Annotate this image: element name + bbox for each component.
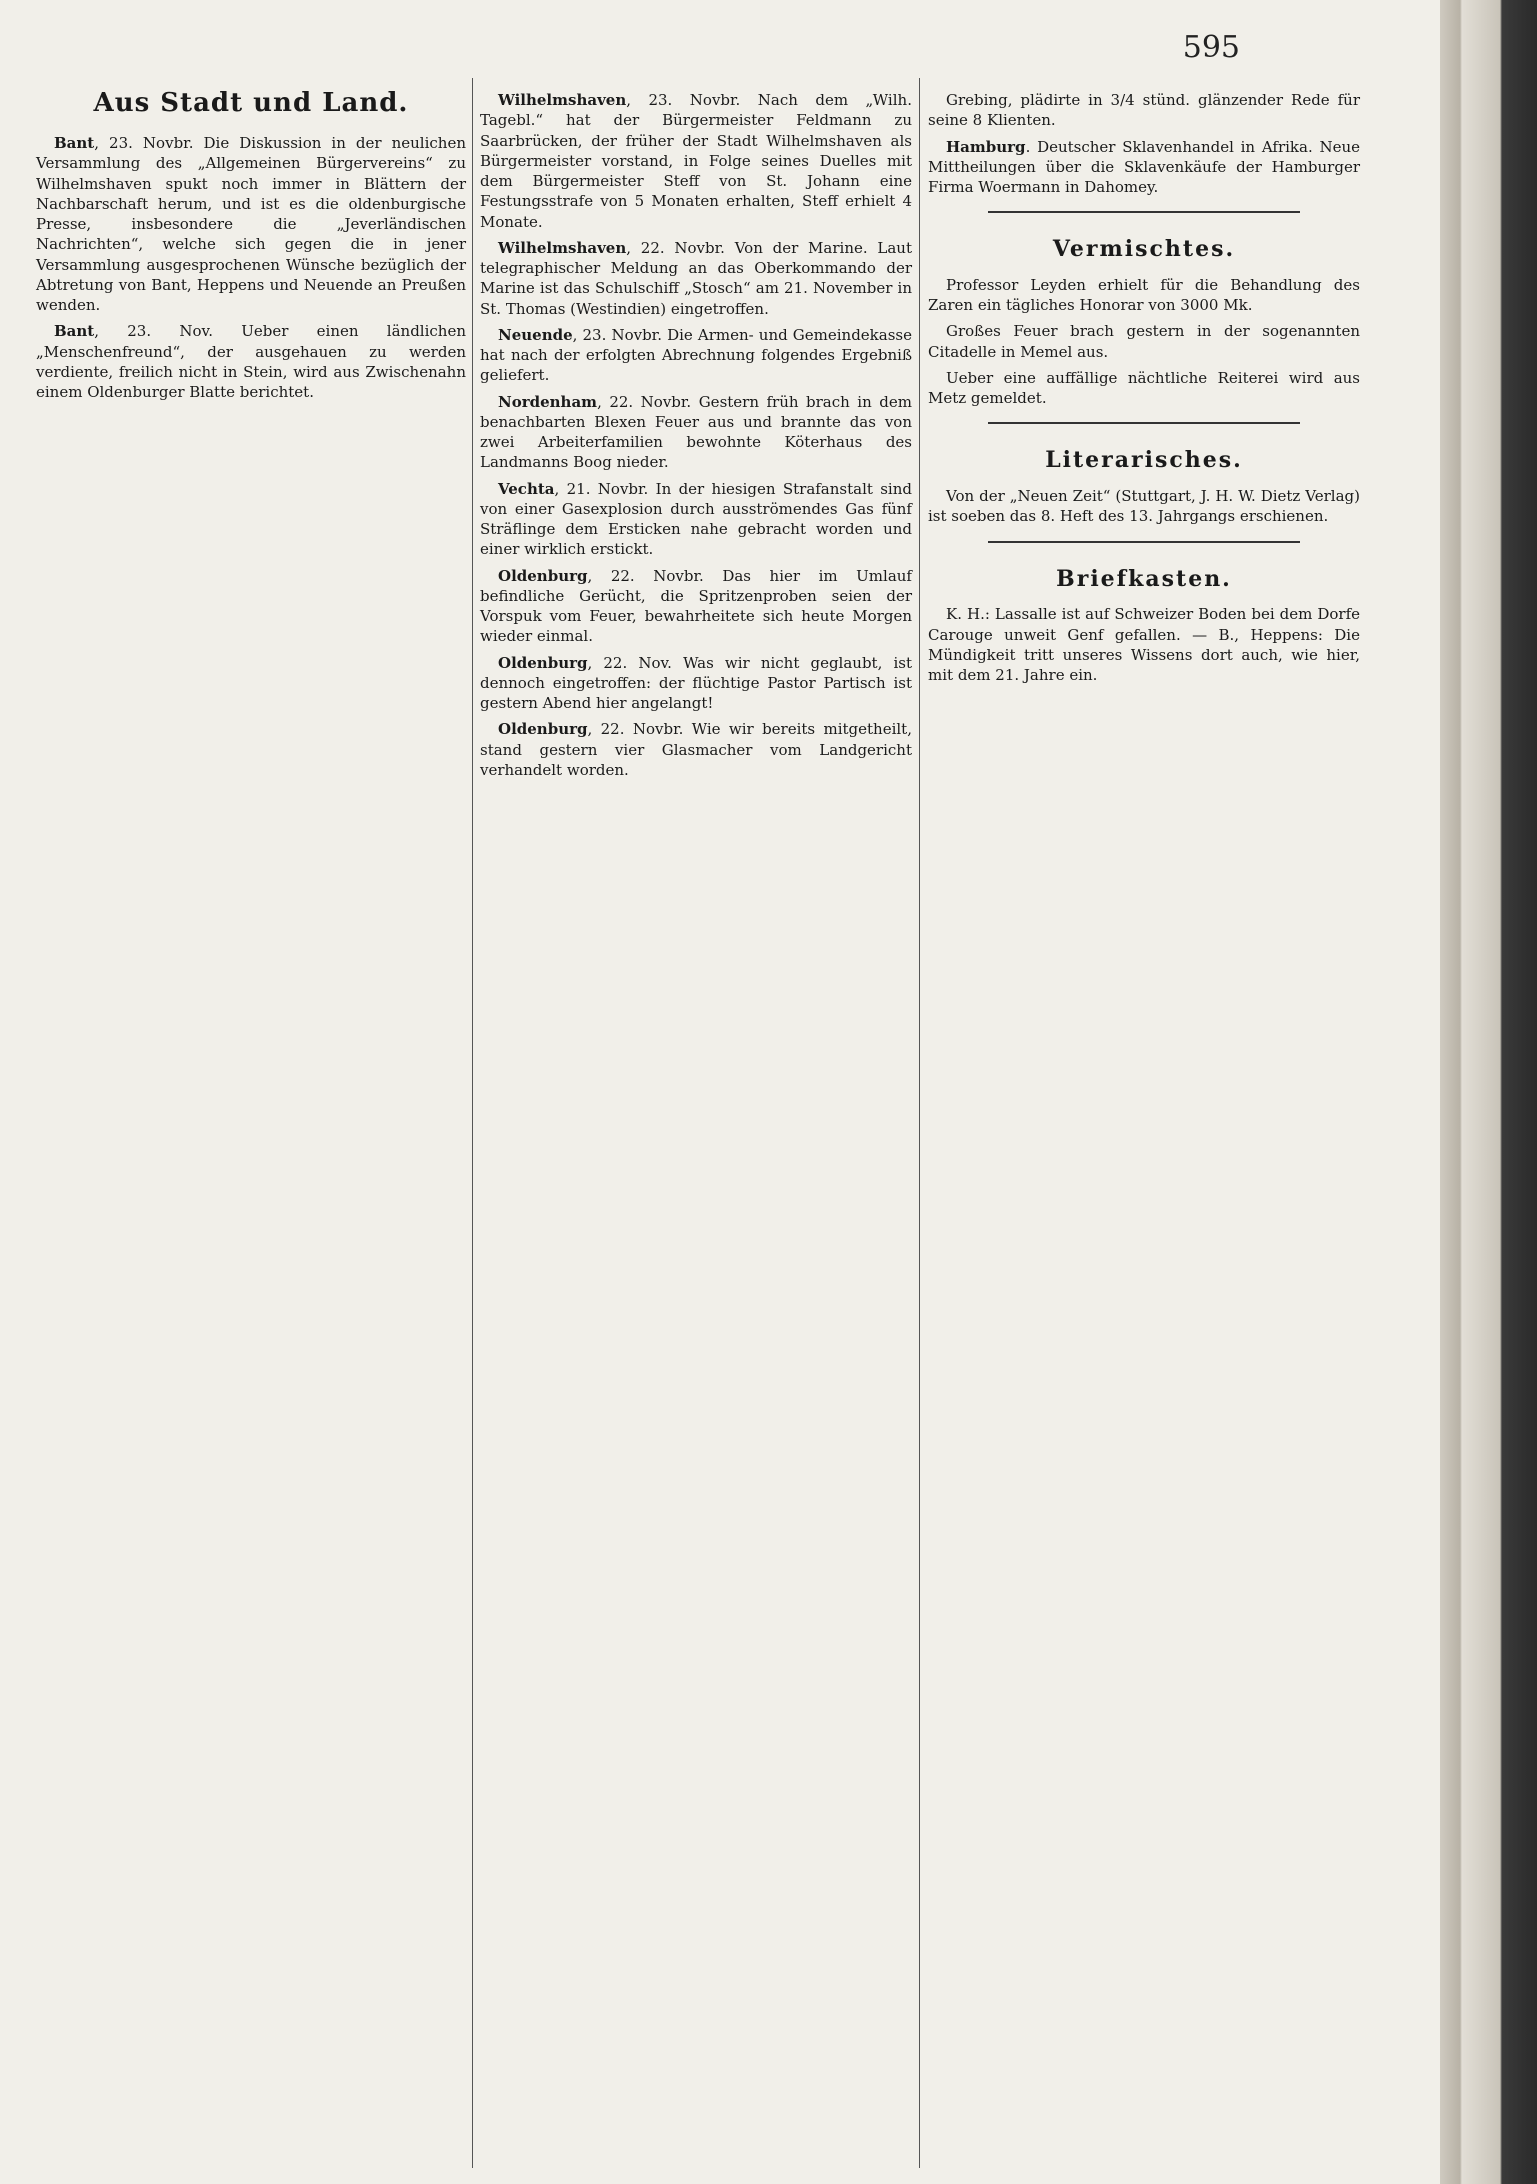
column-3 (928, 90, 1360, 691)
section-heading: Vermischtes. (1052, 236, 1236, 263)
divider (988, 211, 1300, 213)
article: Oldenburg, 22. Novbr. Wie wir bereits mitgetheilt, stand gestern vier Glasmacher vom Landgericht verhandelt worden. (480, 720, 912, 779)
article: Hamburg. Deutscher Sklavenhandel in Afrika. Neue Mittheilungen über die Sklavenkäufe der Hamburger Firma Woermann in Dahomey. (928, 137, 1360, 196)
article: Wilhelmshaven, 23. Novbr. Nach dem „Wilh. Tagebl.“ hat der Bürgermeister Feldmann zu Saarbrücken, der früher der Stadt Wilhelmshaven als Bürgermeister vorstand, in Folge seines Duelles mit dem Bürgermeister Steff von St. Johann eine Festungsstrafe von 5 Monaten erhalten, Steff erhielt 4 Monate. (480, 91, 912, 231)
column-2 (480, 90, 912, 786)
section-heading: Aus Stadt und Land. (93, 88, 409, 118)
article: Wilhelmshaven, 22. Novbr. Von der Marine. Laut telegraphischer Meldung an das Oberkommando der Marine ist das Schulschiff „Stosch“ am 21. November in St. Thomas (Westindien) eingetroffen. (480, 238, 912, 318)
misc-item: Ueber eine auffällige nächtliche Reiterei wird aus Metz gemeldet. (928, 368, 1360, 408)
column-divider (472, 78, 473, 2168)
literature-item: Von der „Neuen Zeit“ (Stuttgart, J. H. W. Dietz Verlag) ist soeben das 8. Heft des 13. Jahrgangs erschienen. (928, 487, 1360, 526)
page-edge (1440, 0, 1537, 2184)
section-heading: Literarisches. (1045, 447, 1243, 474)
article: Bant, 23. Novbr. Die Diskussion in der neulichen Versammlung des „Allgemeinen Bürgervereins“ zu Wilhelmshaven spukt noch immer in Blättern der Nachbarschaft herum, und ist es die oldenburgische Presse, insbesondere die „Jeverländischen Nachrichten“, welche sich gegen die in jener Versammlung ausgesprochenen Wünsche bezüglich der Abtretung von Bant, Heppens und Neuende an Preußen wenden. (36, 134, 466, 315)
misc-item: Professor Leyden erhielt für die Behandlung des Zaren ein tägliches Honorar von 3000 Mk. (928, 275, 1360, 315)
article: Vechta, 21. Novbr. In der hiesigen Strafanstalt sind von einer Gasexplosion durch ausströmendes Gas fünf Sträflinge dem Ersticken nahe gebracht worden und einer wirklich erstickt. (480, 479, 912, 559)
misc-item: Großes Feuer brach gestern in der sogenannten Citadelle in Memel aus. (928, 322, 1360, 361)
article: Oldenburg, 22. Nov. Was wir nicht geglaubt, ist dennoch eingetroffen: der flüchtige Pastor Partisch ist gestern Abend hier angelangt! (480, 653, 912, 712)
article: Grebing, plädirte in 3/4 stünd. glänzender Rede für seine 8 Klienten. (928, 91, 1360, 130)
column-divider (919, 78, 920, 2168)
divider (988, 541, 1300, 543)
divider (988, 422, 1300, 424)
column-1 (36, 80, 466, 408)
section-heading: Briefkasten. (1056, 565, 1232, 592)
page-number: 595 (1182, 30, 1240, 65)
article: Neuende, 23. Novbr. Die Armen- und Gemeindekasse hat nach der erfolgten Abrechnung folgendes Ergebniß geliefert. (480, 325, 912, 385)
article: Bant, 23. Nov. Ueber einen ländlichen „Menschenfreund“, der ausgehauen zu werden verdiente, freilich nicht in Stein, wird aus Zwischenahn einem Oldenburger Blatte berichtet. (36, 322, 466, 402)
article: Oldenburg, 22. Novbr. Das hier im Umlauf befindliche Gerücht, die Spritzenproben seien der Vorspuk vom Feuer, bewahrheitete sich heute Morgen wieder einmal. (480, 566, 912, 646)
article: Nordenham, 22. Novbr. Gestern früh brach in dem benachbarten Blexen Feuer aus und brannte das von zwei Arbeiterfamilien bewohnte Köterhaus des Landmanns Boog nieder. (480, 392, 912, 472)
mailbox-item: K. H.: Lassalle ist auf Schweizer Boden bei dem Dorfe Carouge unweit Genf gefallen. — B., Heppens: Die Mündigkeit tritt unseres Wissens dort auch, wie hier, mit dem 21. Jahre ein. (928, 605, 1360, 685)
